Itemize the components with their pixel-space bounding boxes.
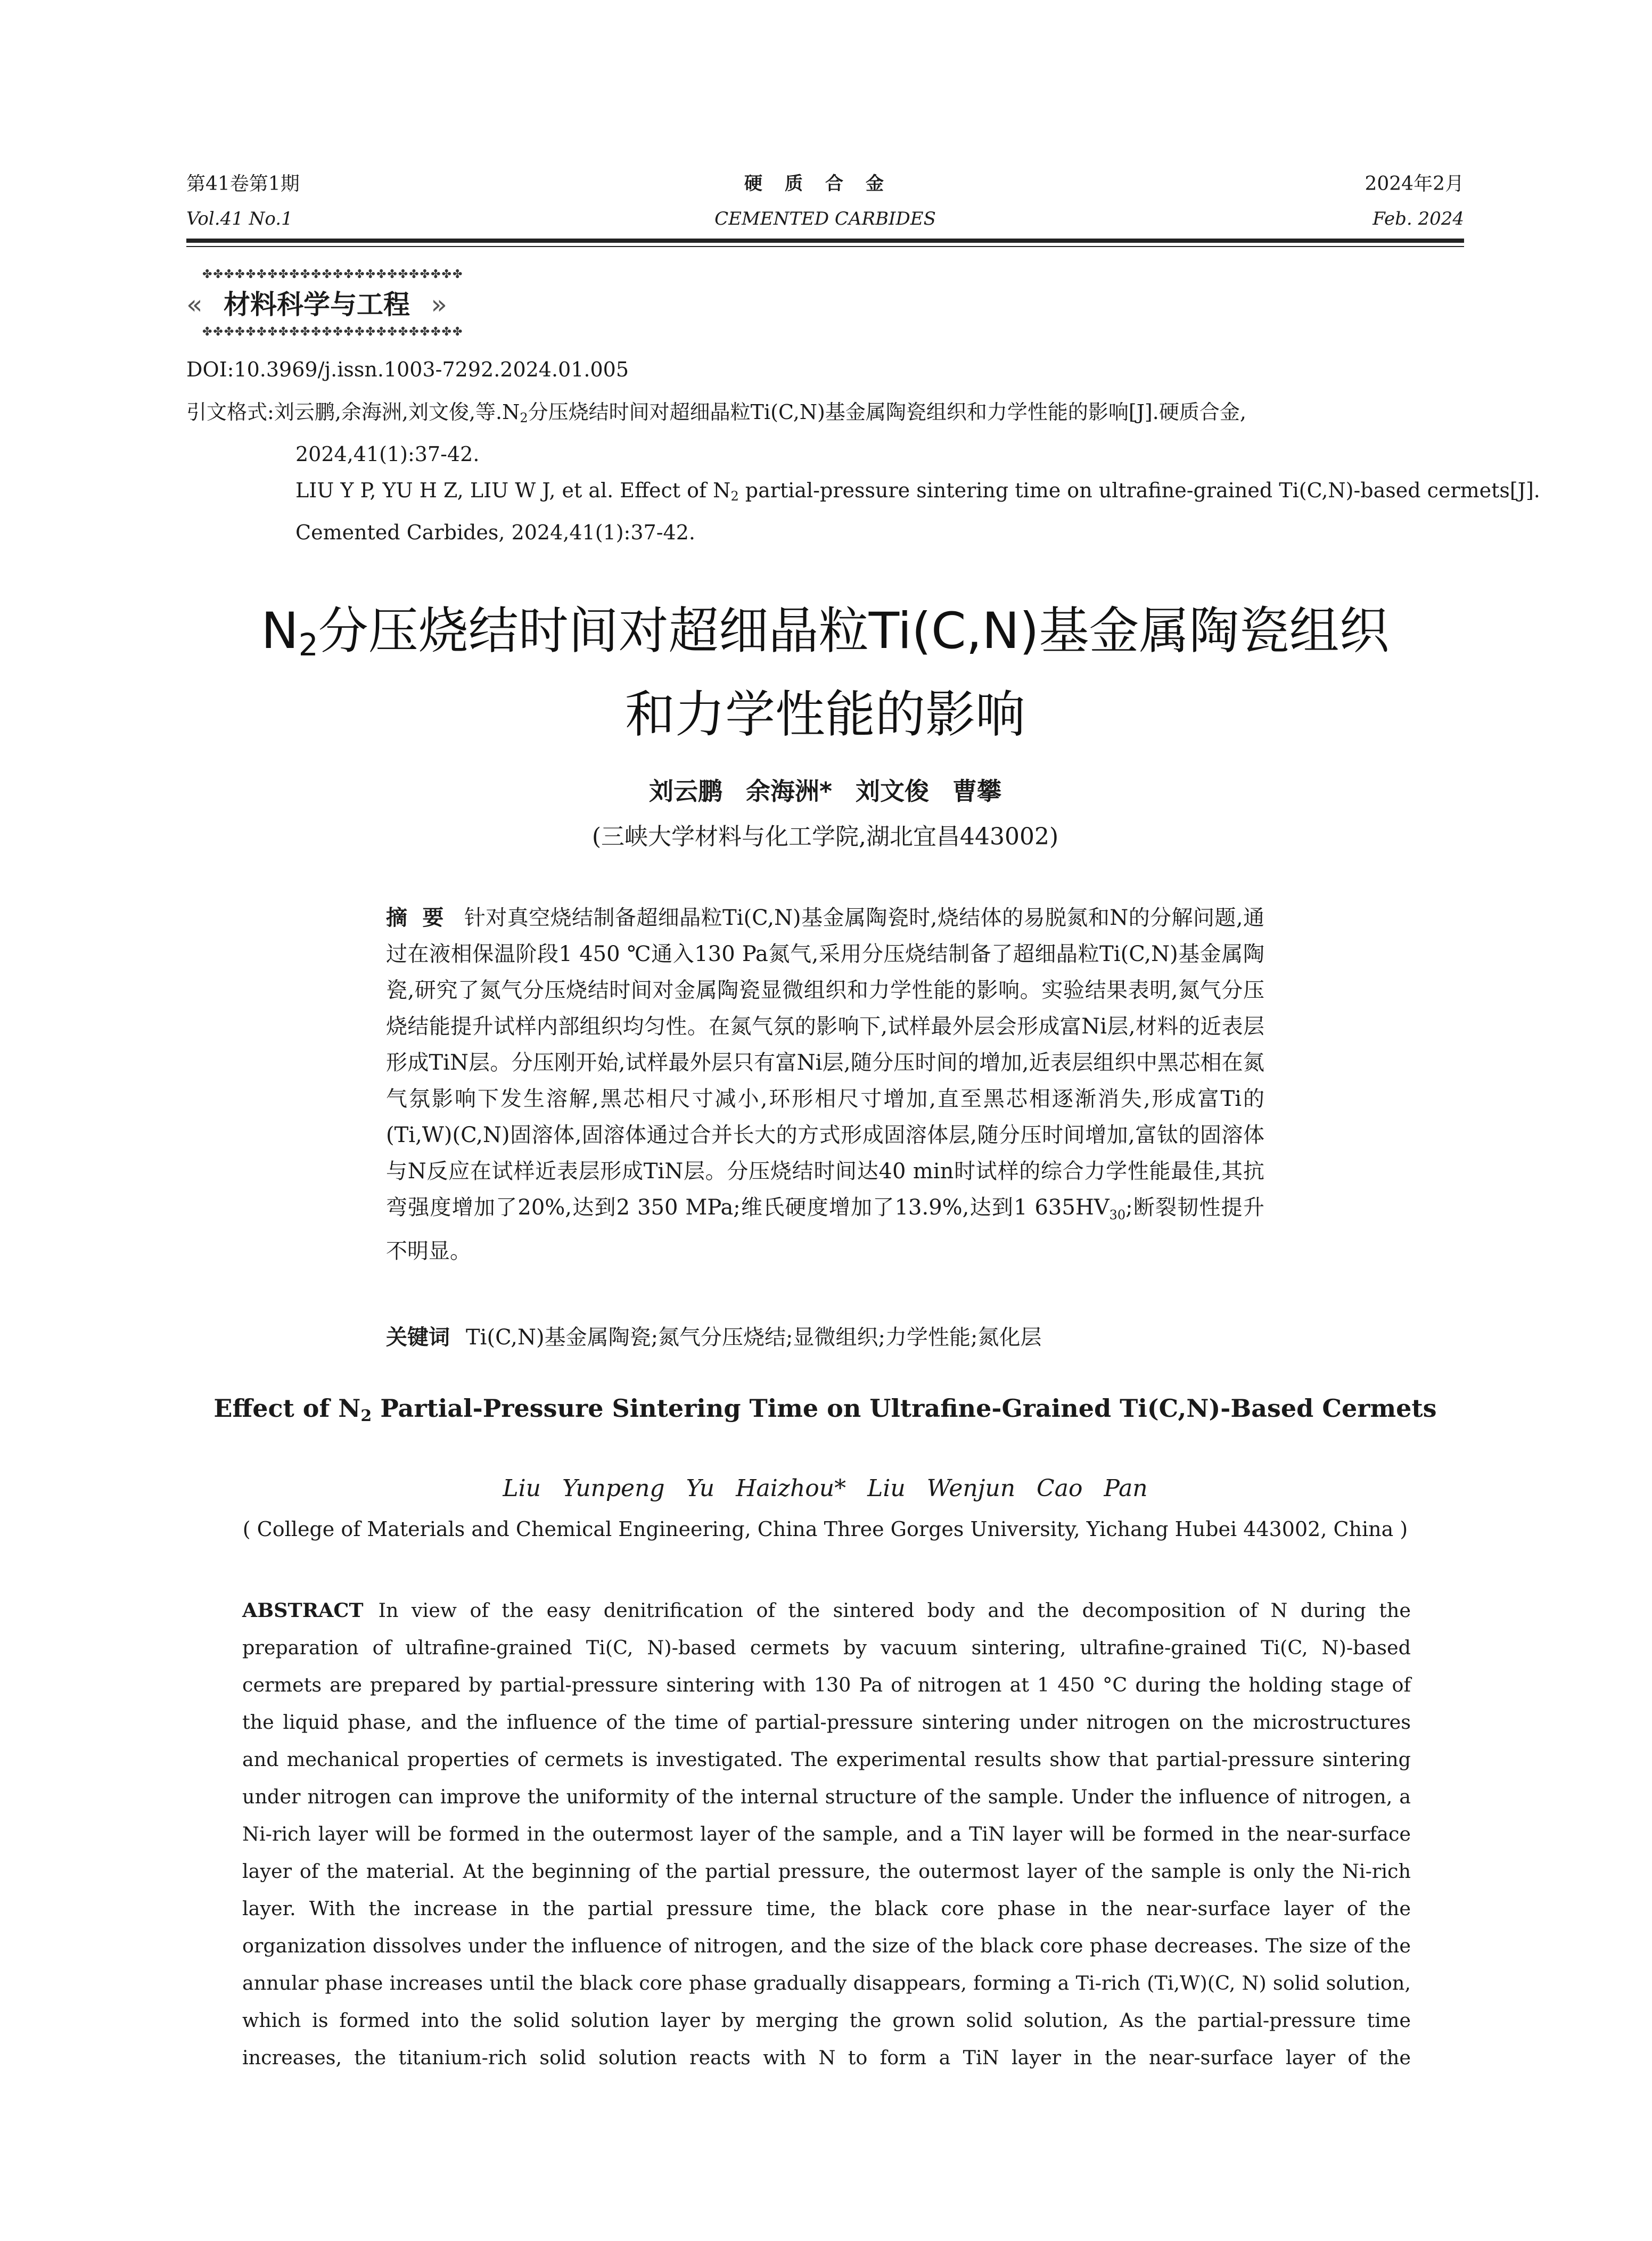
- abstract-en-label: ABSTRACT: [242, 1599, 364, 1622]
- journal-name-cn: 硬质合金: [744, 173, 906, 194]
- doi: DOI:10.3969/j.issn.1003-7292.2024.01.005: [186, 358, 629, 381]
- citation-cn-line2: 2024,41(1):37-42.: [295, 442, 480, 466]
- ornament-border-bottom: ✤✤✤✤✤✤✤✤✤✤✤✤✤✤✤✤✤✤✤✤✤✤✤✤: [202, 325, 464, 339]
- section-badge: [186, 268, 464, 339]
- authors-en: Liu Yunpeng Yu Haizhou* Liu Wenjun Cao Pan: [503, 1475, 1148, 1502]
- authors-cn: 刘云鹏 余海洲* 刘文俊 曹攀: [648, 777, 1002, 806]
- abstract-en-text: In view of the easy denitrification of the sintered body and the decomposition of N during the preparation of ultrafine-grained Ti(C, N)-based cermets by vacuum sintering, ultrafine-grained Ti(C, N)-based cermets are prepared by partial-pressure sintering with 130 Pa of nitrogen at 1 450 °C during the holding stage of the liquid phase, and the influence of the time of partial-pressure sintering under nitrogen on the microstructures and mechanical properties of cermets is investigated. The experimental results show that partial-pressure sintering under nitrogen can improve the uniformity of the internal structure of the sample. Under the influence of nitrogen, a Ni-rich layer will be formed in the outermost layer of the sample, and a TiN layer will be formed in the near-surface layer of the material. At the beginning of the partial pressure, the outermost layer of the sample is only the Ni-rich layer. With the increase in the partial pressure time, the black core phase in the near-surface layer of the organization dissolves under the influence of nitrogen, and the size of the black core phase decreases. The size of the annular phase increases until the black core phase gradually disappears, forming a Ti-rich (Ti,W)(C, N) solid solution, which is formed into the solid solution layer by merging the grown solid solution, As the partial-pressure time increases, the titanium-rich solid solution reacts with N to form a TiN layer in the near-surface layer of the: [242, 1599, 1411, 2069]
- citation-en-line1: LIU Y P, YU H Z, LIU W J, et al. Effect of $N_2$ partial-pressure sintering time on ultrafine-grained Ti(C,N)-based cermets[J].: [295, 479, 1540, 504]
- section-label: « 材料科学与工程 »: [186, 286, 447, 323]
- keywords-cn-label: 关键词: [386, 1325, 450, 1350]
- title-line2: 和力学性能的影响: [624, 686, 1025, 744]
- abstract-cn: 摘要 针对真空烧结制备超细晶粒Ti(C,N)基金属陶瓷时,烧结体的易脱氮和N的分解问题,通过在液相保温阶段1 450 ℃通入130 Pa氮气,采用分压烧结制备了超细晶粒Ti(C,N)基金属陶瓷,研究了氮气分压烧结时间对金属陶瓷显微组织和力学性能的影响。实验结果表明,氮气分压烧结能提升试样内部组织均匀性。在氮气氛的影响下,试样最外层会形成富Ni层,材料的近表层形成TiN层。分压刚开始,试样最外层只有富Ni层,随分压时间的增加,近表层组织中黑芯相在氮气氛影响下发生溶解,黑芯相尺寸减小,环形相尺寸增加,直至黑芯相逐渐消失,形成富Ti的(Ti,W)(C,N)固溶体,固溶体通过合并长大的方式形成固溶体层,随分压时间增加,富钛的固溶体与N反应在试样近表层形成TiN层。分压烧结时间达40 min时试样的综合力学性能最佳,其抗弯强度增加了20%,达到2 350 MPa;维氏硬度增加了13.9%,达到1 $635HV_{30}$;断裂韧性提升不明显。: [386, 906, 1265, 1263]
- abstract-cn-text: 针对真空烧结制备超细晶粒Ti(C,N)基金属陶瓷时,烧结体的易脱氮和N的分解问题,通过在液相保温阶段1 450 ℃通入130 Pa氮气,采用分压烧结制备了超细晶粒Ti(C,N)基金属陶瓷,研究了氮气分压烧结时间对金属陶瓷显微组织和力学性能的影响。实验结果表明,氮气分压烧结能提升试样内部组织均匀性。在氮气氛的影响下,试样最外层会形成富Ni层,材料的近表层形成TiN层。分压刚开始,试样最外层只有富Ni层,随分压时间的增加,近表层组织中黑芯相在氮气氛影响下发生溶解,黑芯相尺寸减小,环形相尺寸增加,直至黑芯相逐渐消失,形成富Ti的(Ti,W)(C,N)固溶体,固溶体通过合并长大的方式形成固溶体层,随分压时间增加,富钛的固溶体与N反应在试样近表层形成TiN层。分压烧结时间达40 min时试样的综合力学性能最佳,其抗弯强度增加了20%,达到2 350 MPa;维氏硬度增加了13.9%,达到1 635HV: [386, 906, 1265, 1220]
- running-header: [186, 170, 1464, 229]
- keywords-cn: [386, 1320, 1264, 1351]
- affiliation-en: ( College of Materials and Chemical Engineering, China Three Gorges University, Yichang Hubei 443002, China ): [242, 1517, 1408, 1541]
- title-line1: $N_2$分压烧结时间对超细晶粒Ti(C,N)基金属陶瓷组织: [261, 602, 1390, 663]
- ornament-border-top: ✤✤✤✤✤✤✤✤✤✤✤✤✤✤✤✤✤✤✤✤✤✤✤✤: [202, 268, 464, 281]
- keywords-cn-text: Ti(C,N)基金属陶瓷;氮气分压烧结;显微组织;力学性能;氮化层: [466, 1325, 1042, 1350]
- affiliation-cn: (三峡大学材料与化工学院,湖北宜昌443002): [591, 823, 1059, 850]
- date-en: Feb. 2024: [1372, 208, 1464, 229]
- header-rule-thin: [186, 246, 1464, 247]
- citation-label: 引文格式:: [186, 400, 274, 424]
- abstract-cn-label: 摘要: [386, 906, 459, 930]
- abstract-en: [242, 1592, 1411, 2076]
- volume-issue-en: Vol.41 No.1: [186, 208, 293, 229]
- volume-issue-cn: 第41卷第1期: [186, 173, 300, 195]
- date-cn: 2024年2月: [1365, 173, 1464, 195]
- citation-cn-line1: 引文格式:刘云鹏,余海洲,刘文俊,等$.N_2$分压烧结时间对超细晶粒Ti(C,N)基金属陶瓷组织和力学性能的影响[J].硬质合金,: [186, 400, 1246, 425]
- article-title-cn: [186, 596, 1464, 750]
- citation-en-line2: Cemented Carbides, 2024,41(1):37-42.: [295, 521, 695, 544]
- header-rule-thick: [186, 239, 1464, 243]
- journal-name-en: CEMENTED CARBIDES: [714, 208, 936, 229]
- article-title-en: Effect of $N_2$ Partial-Pressure Sintering Time on Ultrafine-Grained Ti(C,N)-Based Cermets: [213, 1394, 1437, 1425]
- citation-block: [186, 394, 1540, 551]
